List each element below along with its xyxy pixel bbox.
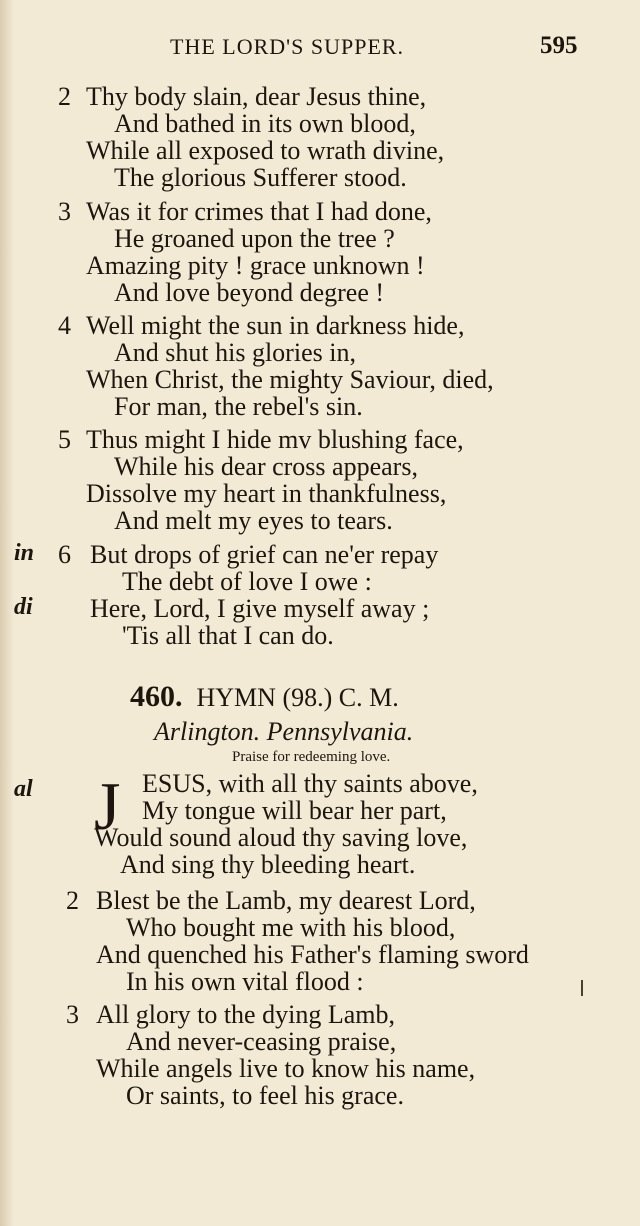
hymn-tunes: Arlington. Pennsylvania. — [154, 717, 414, 746]
verse-line: Who bought me with his blood, — [126, 913, 456, 942]
hymn-title: HYMN (98.) C. M. — [196, 683, 399, 712]
verse-line: Blest be the Lamb, my dearest Lord, — [96, 886, 476, 915]
verse-line: But drops of grief can ne'er repay — [90, 540, 439, 569]
verse-line: For man, the rebel's sin. — [114, 392, 363, 421]
stanza-number: 2 — [58, 82, 71, 111]
verse-line: And quenched his Father's flaming sword — [96, 940, 529, 969]
verse-line: Or saints, to feel his grace. — [126, 1081, 404, 1110]
verse-line: In his own vital flood : — [126, 967, 364, 996]
margin-rule — [581, 980, 583, 996]
verse-line: All glory to the dying Lamb, — [96, 1000, 395, 1029]
verse-line: While all exposed to wrath divine, — [86, 136, 445, 165]
stanza-number: 6 — [58, 540, 71, 569]
verse-line: When Christ, the mighty Saviour, died, — [86, 365, 494, 394]
verse-line: While his dear cross appears, — [114, 452, 418, 481]
verse-line: ESUS, with all thy saints above, — [142, 769, 478, 798]
hymn-subject: Praise for redeeming love. — [232, 749, 391, 765]
verse-line: And sing thy bleeding heart. — [120, 850, 416, 879]
verse-line: And never-ceasing praise, — [126, 1027, 397, 1056]
stanza-number: 5 — [58, 425, 71, 454]
verse-line: While angels live to know his name, — [96, 1054, 476, 1083]
verse-line: Well might the sun in darkness hide, — [86, 311, 465, 340]
drop-cap: J — [94, 768, 121, 844]
margin-note: in — [14, 540, 35, 566]
verse-line: And bathed in its own blood, — [114, 109, 416, 138]
margin-note: al — [14, 776, 33, 802]
page-number: 595 — [540, 32, 578, 59]
verse-line: And melt my eyes to tears. — [114, 506, 393, 535]
verse-line: Here, Lord, I give myself away ; — [90, 594, 430, 623]
verse-line: Thus might I hide mv blushing face, — [86, 425, 464, 454]
verse-line: 'Tis all that I can do. — [122, 621, 334, 650]
verse-line: And shut his glories in, — [114, 338, 356, 367]
hymn-heading — [130, 680, 399, 714]
verse-line: Amazing pity ! grace unknown ! — [86, 251, 425, 280]
running-header: THE LORD'S SUPPER. — [170, 34, 405, 59]
verse-line: Dissolve my heart in thankfulness, — [86, 479, 447, 508]
verse-line: He groaned upon the tree ? — [114, 224, 395, 253]
margin-note: di — [14, 594, 33, 620]
verse-line: Would sound aloud thy saving love, — [94, 823, 468, 852]
hymn-number: 460. — [130, 680, 183, 713]
stanza-number: 3 — [58, 197, 71, 226]
stanza-number: 3 — [66, 1000, 79, 1029]
verse-line: Was it for crimes that I had done, — [86, 197, 432, 226]
verse-line: My tongue will bear her part, — [142, 796, 447, 825]
verse-line: Thy body slain, dear Jesus thine, — [86, 82, 427, 111]
verse-line: The glorious Sufferer stood. — [114, 163, 407, 192]
verse-line: The debt of love I owe : — [122, 567, 372, 596]
stanza-number: 4 — [58, 311, 71, 340]
verse-line: And love beyond degree ! — [114, 278, 385, 307]
page-binding — [0, 0, 14, 1226]
stanza-number: 2 — [66, 886, 79, 915]
